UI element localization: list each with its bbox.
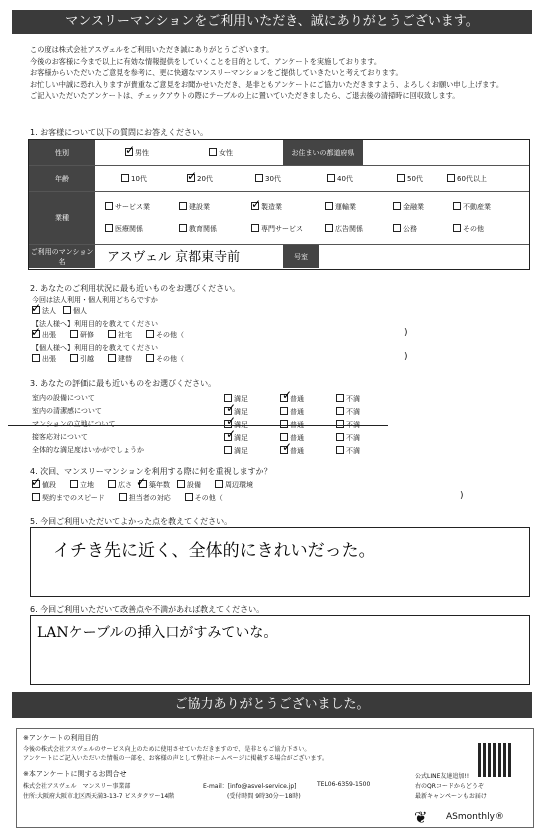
indiv-purpose-question: 【個人様へ】利用目的を教えてください — [32, 344, 158, 352]
intro-line: ご記入いただいたアンケートは、チェックアウトの際にテーブルの上に置いていただきましたら、ご退去後の清掃時に回収致します。 — [30, 91, 460, 100]
section3-title: 3. あなたの評価に最も近いものをお選びください。 — [30, 379, 217, 388]
occupation-row — [29, 192, 529, 245]
improvement-answer-box[interactable] — [30, 615, 530, 685]
check-mark-icon: ✓ — [226, 401, 237, 415]
age-option[interactable]: 50代 — [397, 174, 423, 184]
rating-item: マンションの立地について — [32, 420, 116, 428]
check-mark-icon: ✓ — [31, 475, 42, 489]
occupation-label: 業種 — [29, 192, 95, 244]
mansion-row — [29, 245, 529, 268]
section2-title: 2. あなたのご利用状況に最も近いものをお選びください。 — [30, 284, 241, 293]
occupation-option[interactable]: 不動産業 — [453, 202, 491, 212]
check-mark-icon: ✓ — [136, 475, 147, 489]
check-mark-icon: ✓ — [125, 143, 136, 157]
paren-close: ) — [404, 352, 408, 362]
email-link[interactable]: E-mail：[info@asvel-service.jp] — [203, 783, 297, 790]
purpose-line: 今後の株式会社アスヴェルのサービス向上のために使用させていただきますので、是非ともご協力下さい。 — [23, 746, 311, 753]
occupation-option[interactable]: 教育関係 — [179, 224, 217, 234]
gender-row — [29, 140, 529, 166]
section4-title: 4. 次回、マンスリーマンションを利用する際に何を重視しますか？ — [30, 467, 272, 476]
rating-column-satisfied: 満足 満足 満足 満足 満足 — [224, 393, 248, 458]
paren-close: ) — [460, 491, 464, 501]
address: 住所:大阪府大阪市北区西天満3-13-7 ビスタクワー14階 — [23, 793, 175, 800]
occupation-option[interactable]: 医療関係 — [105, 224, 143, 234]
section5-title: 5. 今回ご利用いただいてよかった点を教えてください。 — [30, 517, 233, 526]
purpose-line: アンケートにご記入いただいた情報の一部を、お客様の声として弊社ホームページに掲載する場合がございます。 — [23, 755, 329, 762]
brand-logo-icon: ❦ — [414, 808, 428, 827]
line-campaign-text: 最新キャンペーンもお届け — [415, 793, 487, 800]
closing-text: ご協力ありがとうございました。 — [174, 697, 370, 712]
age-option[interactable]: 40代 — [327, 174, 353, 184]
age-option[interactable]: 60代以上 — [447, 174, 487, 184]
corp-purpose-question: 【法人様へ】利用目的を教えてください — [32, 320, 158, 328]
priority-options-row2: 契約までのスピード 担当者の対応 その他（ — [32, 493, 223, 503]
company-name: 株式会社アスヴェル マンスリー事業部 — [23, 783, 131, 790]
phone-number: TEL06-6359-1500 — [317, 781, 371, 788]
closing-band — [12, 692, 532, 718]
contact-title: ※本アンケートに関するお問合せ — [23, 770, 127, 778]
intro-line: お忙しい中誠に恐れ入りますが貴重なご意見をお聞かせいただき、是非ともアンケートにご協力いただきますよう、よろしくお願い申し上げます。 — [30, 79, 504, 89]
room-label: 号室 — [283, 245, 319, 268]
intro-line: お客様からいただいたご意見を参考に、更に快適なマンスリーマンションをご提供していきたいと考えております。 — [30, 68, 403, 77]
check-mark-icon: ✓ — [226, 414, 237, 428]
corp-purpose-options: 出張 研修 社宅 その他（ — [32, 330, 184, 340]
priority-options-row1: 値段 立地 広さ 築年数 設備 周辺環境 — [32, 480, 253, 490]
check-mark-icon: ✓ — [282, 440, 293, 454]
office-hours: (受付時間 9時30分〜18時) — [227, 793, 301, 800]
occupation-option[interactable]: 金融業 — [393, 202, 424, 212]
gender-label: 性別 — [29, 140, 95, 165]
intro-text — [30, 44, 530, 102]
age-option[interactable]: 10代 — [121, 174, 147, 184]
check-mark-icon: ✓ — [251, 197, 262, 211]
check-mark-icon: ✓ — [282, 388, 293, 402]
rating-item: 室内の清潔感について — [32, 407, 102, 415]
improvement-answer: LANケーブルの挿入口がすみていな。 — [37, 625, 278, 641]
header-title: マンスリーマンションをご利用いただき、誠にありがとうございます。 — [65, 14, 479, 29]
line-qr-text: 右のQRコードからどうぞ — [415, 783, 484, 790]
rating-item: 室内の設備について — [32, 394, 95, 402]
check-mark-icon: ✓ — [31, 301, 42, 315]
check-mark-icon: ✓ — [31, 325, 42, 339]
intro-line: この度は株式会社アスヴェルをご利用いただき誠にありがとうございます。 — [30, 45, 274, 54]
age-option[interactable]: 20代 — [187, 174, 213, 184]
purpose-title: ※アンケートの利用目的 — [23, 734, 99, 742]
usage-options: 法人 個人 — [32, 306, 87, 316]
paren-close: ) — [404, 328, 408, 338]
occupation-option[interactable]: 広告関係 — [325, 224, 363, 234]
qr-code-icon[interactable] — [478, 743, 512, 777]
scan-line — [8, 425, 388, 426]
check-mark-icon: ✓ — [226, 427, 237, 441]
rating-item: 接客応対について — [32, 433, 88, 441]
line-friend-text: 公式LINE友達追加!! — [415, 773, 470, 780]
occupation-option[interactable]: サービス業 — [105, 202, 150, 212]
section1-title: 1. お客様について以下の質問にお答えください。 — [30, 128, 209, 137]
good-points-answer: イチき先に近く、全体的にきれいだった。 — [53, 541, 376, 561]
check-mark-icon: ✓ — [187, 169, 198, 183]
rating-item: 全体的な満足度はいかがでしょうか — [32, 446, 144, 454]
good-points-answer-box[interactable] — [30, 527, 530, 597]
section6-title: 6. 今回ご利用いただいて改善点や不満があれば教えてください。 — [30, 605, 265, 614]
age-row — [29, 166, 529, 192]
rating-column-normal: 普通 普通 普通 普通 普通 — [280, 393, 304, 458]
occupation-option[interactable]: 専門サービス — [251, 224, 303, 234]
usage-question: 今回は法人利用・個人利用どちらですか — [32, 296, 158, 304]
intro-line: 今後のお客様に今まで以上に有効な情報提供をしていくことを目的として、アンケートを実施しております。 — [30, 56, 382, 66]
age-option[interactable]: 30代 — [255, 174, 281, 184]
header-title-band — [12, 10, 532, 34]
rating-column-dissatisfied: 不満 不満 不満 不満 不満 — [336, 393, 360, 458]
occupation-option[interactable]: 製造業 — [251, 202, 282, 212]
indiv-purpose-options: 出張 引越 建替 その他（ — [32, 354, 184, 364]
occupation-option[interactable]: 建設業 — [179, 202, 210, 212]
gender-female-option[interactable]: 女性 — [209, 148, 233, 158]
occupation-option[interactable]: その他 — [453, 224, 484, 234]
residence-label: お住まいの都道府県 — [283, 140, 363, 165]
occupation-option[interactable]: 運輸業 — [325, 202, 356, 212]
age-label: 年齢 — [29, 166, 95, 191]
profile-table — [28, 139, 530, 270]
mansion-label: ご利用のマンション名 — [29, 245, 95, 268]
gender-male-option[interactable]: 男性 — [125, 148, 149, 158]
occupation-option[interactable]: 公務 — [393, 224, 417, 234]
mansion-name-value[interactable]: アスヴェル 京都東寺前 — [107, 250, 241, 265]
brand-name: ASmonthly® — [446, 812, 504, 822]
